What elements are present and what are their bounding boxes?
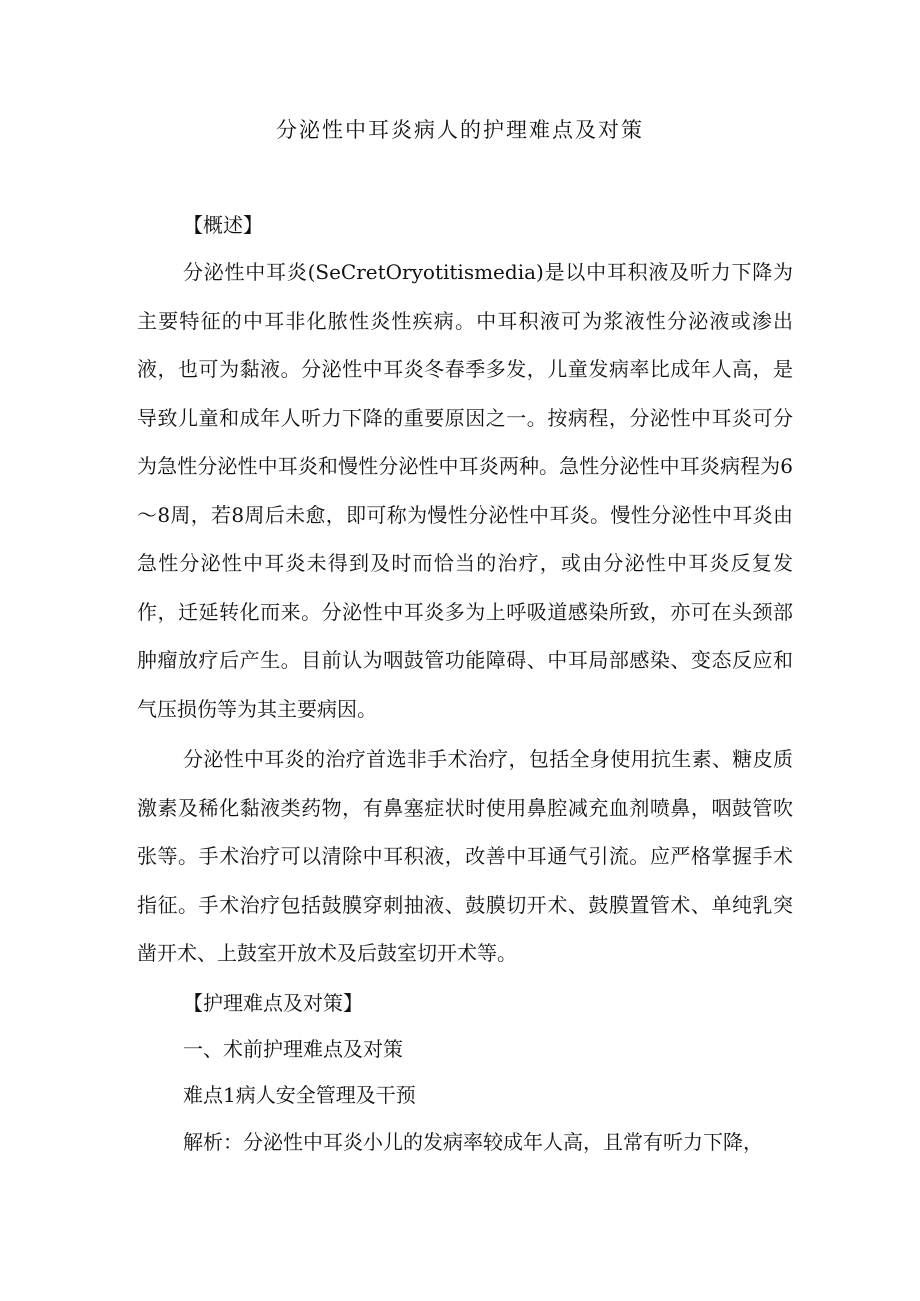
overview-heading: 【概述】 [183, 213, 263, 237]
section-1-heading: 一、术前护理难点及对策 [183, 1036, 403, 1061]
analysis-paragraph: 解析：分泌性中耳炎小儿的发病率较成年人高，且常有听力下降， [183, 1129, 763, 1154]
document-title: 分泌性中耳炎病人的护理难点及对策 [276, 118, 644, 142]
nursing-heading: 【护理难点及对策】 [183, 990, 363, 1015]
overview-paragraph-1: 分泌性中耳炎(SeCretOryotitismedia)是以中耳积液及听力下降为主要特征的中耳非化脓性炎性疾病。中耳积液可为浆液性分泌液或渗出液，也可为黏液。分泌性中耳炎冬春季多发，儿童发病率比成年人高，是导致儿童和成年人听力下降的重要原因之一。按病程，分泌性中耳炎可分为急性分泌性中耳炎和慢性分泌性中耳炎两种。急性分泌性中耳炎病程为6～8周，若8周后未愈，即可称为慢性分泌性中耳炎。慢性分泌性中耳炎由急性分泌性中耳炎未得到及时而恰当的治疗，或由分泌性中耳炎反复发作，迁延转化而来。分泌性中耳炎多为上呼吸道感染所致，亦可在头颈部肿瘤放疗后产生。目前认为咽鼓管功能障碍、中耳局部感染、变态反应和气压损伤等为其主要病因。 [137, 260, 793, 721]
difficulty-1-heading: 难点1病人安全管理及干预 [183, 1082, 416, 1107]
document-body [137, 202, 793, 1166]
overview-paragraph-2: 分泌性中耳炎的治疗首选非手术治疗，包括全身使用抗生素、糖皮质激素及稀化黏液类药物，有鼻塞症状时使用鼻腔减充血剂喷鼻，咽鼓管吹张等。手术治疗可以清除中耳积液，改善中耳通气引流。应严格掌握手术指征。手术治疗包括鼓膜穿刺抽液、鼓膜切开术、鼓膜置管术、单纯乳突凿开术、上鼓室开放术及后鼓室切开术等。 [137, 747, 793, 965]
